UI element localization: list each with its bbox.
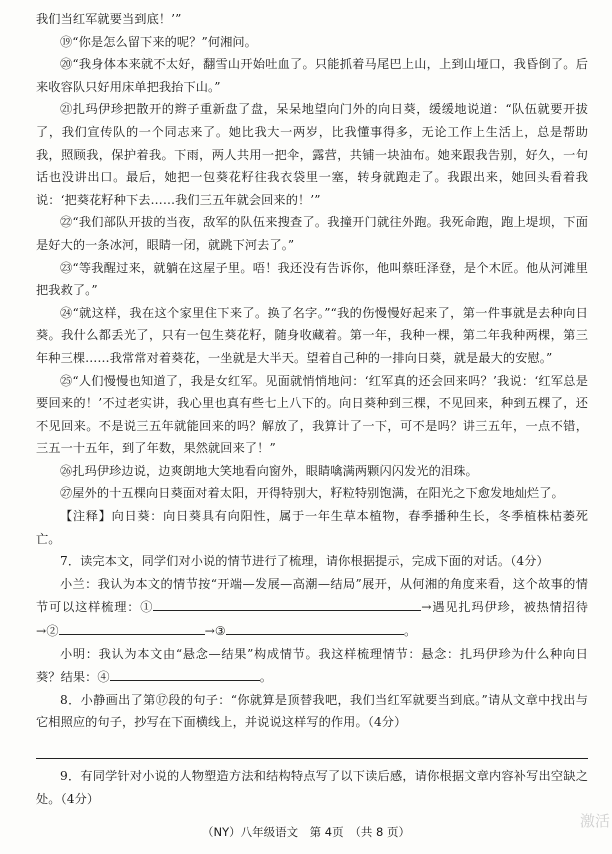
paragraph-20: ⑳“我身体本来就不太好，翻雪山开始吐血了。只能抓着马尾巴上山，上到山垭口，我昏倒了。后来收容队只好用床单把我抬下山。” [36, 57, 588, 94]
xiaoming-text: 小明：我认为本文由“悬念—结果”构成情节。我这样梳理情节：悬念：扎玛伊珍为什么种向日葵？结果：④ [36, 646, 588, 685]
question-8-stem: 8．小静画出了第⑰段的句子：“你就算是顶替我吧，我们当红军就要当到底。”请从文章中找出与它相照应的句子，抄写在下面横线上，并说说这样写的作用。（4分） [36, 692, 588, 730]
question-7-stem: 7．读完本文，同学们对小说的情节进行了梳理，请你根据提示，完成下面的对话。（4分） [60, 554, 549, 569]
paragraph-21-text: ㉑扎玛伊珍把散开的辫子重新盘了盘，呆呆地望向门外的向日葵，缓缓地说道：“队伍就要开拔了，我们宣传队的一个同志来了。她比我大一两岁，比我懂事得多，无论工作上生活上，总是帮助我，照顾我，保护着我。下雨，两人共用一把伞，露营，共铺一块油布。她来跟我告别，好久，一句话也没讲出口。最后，她把一包葵花籽往我衣袋里一塞，转身就跑走了。我跟出来，她回头看着我说：‘把葵花籽种下去……我们三五年就会回来的！’” [36, 102, 588, 207]
xiaolan-mid: →遇见扎玛伊珍，被热情招待→ [36, 600, 588, 639]
paragraph-24: ㉔“就这样，我在这个家里住下来了。换了名字。”“我的伤慢慢好起来了，第一件事就是去种向日葵。我什么都丢光了，只有一包生葵花籽，随身收藏着。第一年，我种一棵，第二年我种两棵，第三年种三棵……我常常对着葵花，一坐就是大半天。望着自己种的一排向日葵，就是最大的安慰。” [36, 305, 588, 365]
annotation-note: 【注释】向日葵：向日葵具有向阳性，属于一年生草本植物，春季播种生长，冬季植株枯萎死亡。 [36, 509, 588, 546]
paragraph-25: ㉕“人们慢慢也知道了，我是女红军。见面就悄悄地问：‘红军真的还会回来吗？’我说：‘红军总是要回来的！’不过老实讲，我心里也真有些七上八下的。向日葵种到三棵，不见回来，种到五棵了，还不见回来。不是说三五年就能回来的吗？解放了，我算计了一下，可不是吗？讲三五年，一点不错，三五一十五年，到了年数，果然就回来了！” [36, 373, 588, 456]
blank-2[interactable] [59, 619, 205, 635]
question-9-stem: 9．有同学针对小说的人物塑造方法和结构特点写了以下读后感，请你根据文章内容补写出空缺之处。（4分） [36, 769, 588, 806]
watermark: 激活 [579, 812, 610, 830]
exam-page [36, 8, 588, 810]
blank-3-label: →③ [204, 624, 226, 639]
paragraph-26: ㉖扎玛伊珍边说，边爽朗地大笑地看向窗外，眼睛噙满两颗闪闪发光的泪珠。 [60, 463, 478, 478]
blank-1[interactable] [153, 595, 421, 611]
xiaolan-end: 。 [403, 624, 417, 639]
question-7-xiaolan [36, 573, 588, 643]
paragraph-27: ㉗屋外的十五棵向日葵面对着太阳，开得特别大，籽粒特别饱满，在阳光之下愈发地灿烂了。 [60, 486, 564, 501]
blank-3[interactable] [226, 619, 404, 635]
page-footer: （NY）八年级语文 第 4页 （共 8 页） [202, 825, 410, 839]
paragraph-21 [36, 98, 588, 211]
blank-4[interactable] [110, 665, 260, 681]
question-8-answer-line[interactable] [36, 736, 588, 759]
paragraph-22: ㉒“我们部队开拔的当夜，敌军的队伍来搜查了。我撞开门就往外跑。我死命跑，跑上堤坝，下面是好大的一条冰河，眼睛一闭，就跳下河去了。” [36, 215, 588, 252]
passage-continuation: 我们当红军就要当到底！’” [36, 12, 182, 26]
xiaoming-end: 。 [259, 670, 273, 685]
xiaolan-text: 小兰：我认为本文的情节按“开端—发展—高潮—结局”展开，从何湘的角度来看，这个故事的情节可以这样梳理：① [36, 576, 588, 615]
question-7-xiaoming [36, 643, 588, 689]
paragraph-19: ⑲“你是怎么留下来的呢？”何湘问。 [60, 34, 257, 49]
blank-2-label: ② [46, 624, 59, 639]
paragraph-23: ㉓“等我醒过来，就躺在这屋子里。唔！我还没有告诉你，他叫蔡旺泽登，是个木匠。他从河滩里把我救了。” [36, 260, 588, 298]
